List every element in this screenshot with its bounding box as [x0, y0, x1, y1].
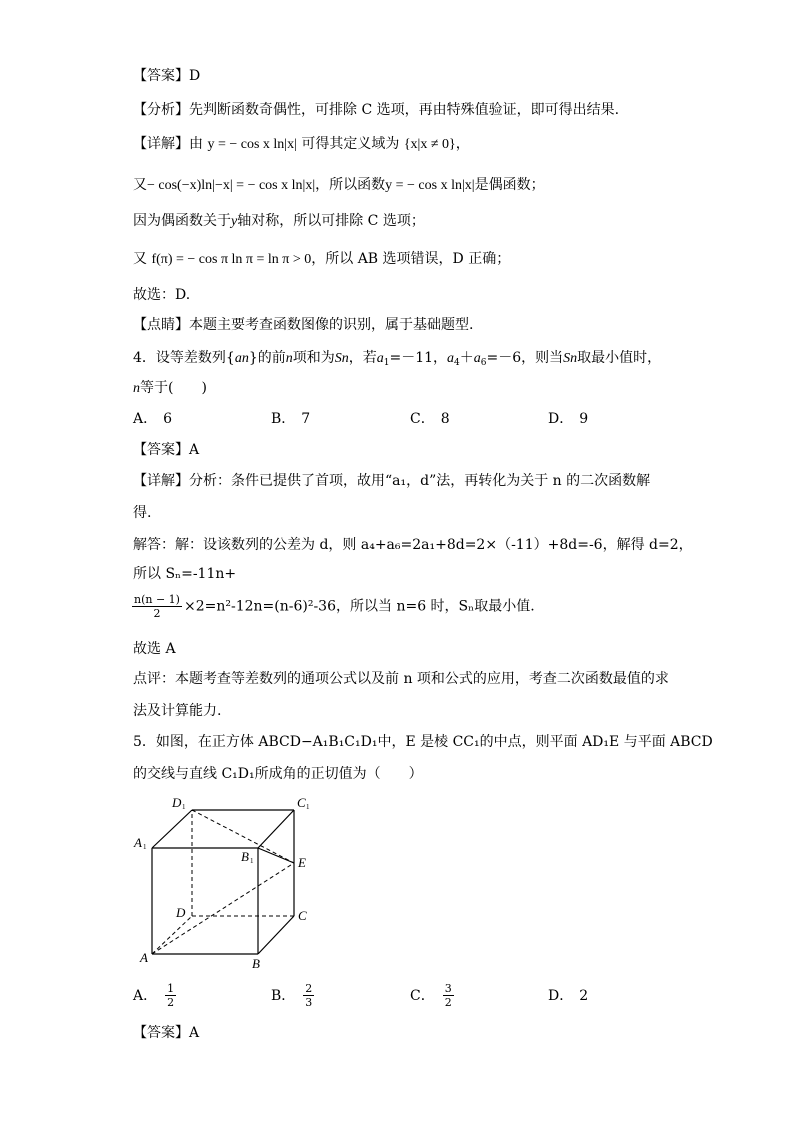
q4-solution-line-1	[133, 535, 693, 555]
q4-detail-text: 分析：条件已提供了首项，故用“a₁，d”法，再转化为关于 n 的二次函数解	[189, 473, 651, 489]
q5-option-a	[133, 982, 178, 1009]
option-label: C．	[410, 411, 435, 427]
q4-var: Sn	[334, 351, 349, 366]
q4-stem-text: 项和为	[292, 350, 335, 366]
fraction-numerator: n(n − 1)	[134, 593, 180, 606]
q3-choose-line	[133, 285, 190, 305]
q3-choose: 故选：D.	[133, 287, 191, 303]
detail-tag: 【详解】	[133, 136, 189, 152]
q3-even-check: − cos(−x)ln|−x| = − cos x ln|x|	[147, 178, 316, 193]
answer-tag: 【答案】	[133, 68, 189, 84]
q3-detail-line-3	[133, 211, 425, 232]
fraction-denominator: 2	[444, 996, 452, 1009]
q4-var: n	[133, 381, 140, 396]
edge-A1-D1	[152, 810, 192, 848]
q5-answer-value: A	[189, 1025, 200, 1041]
detail-tag: 【详解】	[133, 473, 189, 489]
q4-solution-line-3	[130, 593, 535, 620]
q4-stem-text: ＋	[459, 350, 474, 366]
q3-special-value: f(π) = − cos π ln π = ln π > 0	[151, 252, 312, 267]
q3-detail-line-2	[133, 175, 545, 196]
option-label: B．	[271, 987, 296, 1004]
edge-B-C	[258, 916, 294, 954]
q4-stem-text: =－11，	[389, 350, 448, 366]
hidden-segment-A-E	[152, 863, 294, 954]
label-D1-sub: 1	[182, 803, 186, 811]
q4-sub: 4	[454, 358, 460, 368]
q3-detail-text: 又	[133, 177, 147, 193]
option-value: 8	[440, 411, 450, 427]
q3-answer-line	[133, 66, 200, 86]
label-E: E	[298, 855, 306, 870]
q4-review-text: 法及计算能力.	[133, 703, 222, 719]
option-label: C．	[410, 987, 435, 1004]
answer-tag: 【答案】	[133, 442, 189, 458]
q4-fraction	[132, 593, 182, 620]
q4-option-a	[133, 409, 172, 429]
q4-option-b	[271, 409, 310, 429]
analysis-tag: 【分析】	[133, 102, 189, 118]
q3-answer-value: D	[189, 68, 201, 84]
q4-solution-line-2	[133, 564, 236, 584]
q5-stem-line-1	[133, 732, 713, 752]
q3-comment-text: 本题主要考查函数图像的识别，属于基础题型.	[189, 317, 474, 333]
label-C: C	[298, 908, 307, 923]
option-label: D．	[548, 411, 574, 427]
label-A1-sub: 1	[143, 843, 147, 851]
comment-tag: 【点睛】	[133, 317, 189, 333]
q4-review-line-2	[133, 701, 221, 721]
q4-sub: 1	[383, 358, 390, 368]
fraction-numerator: 2	[305, 982, 313, 995]
q4-stem-text: =－6，则当	[486, 350, 564, 366]
q4-stem-text: 取最小值时，	[577, 350, 662, 366]
answer-tag: 【答案】	[133, 1025, 189, 1041]
q3-detail-text: 可得其定义域为	[301, 136, 400, 152]
option-value: 9	[579, 411, 589, 427]
q3-detail-text: ，	[455, 136, 470, 152]
option-fraction	[443, 982, 454, 1009]
q4-var: a	[376, 351, 384, 366]
fraction-denominator: 2	[153, 607, 161, 620]
q4-stem-line-2	[133, 378, 207, 399]
q4-var: a	[447, 351, 455, 366]
q4-review-text: 点评：本题考查等差数列的通项公式以及前 n 项和公式的应用，考查二次函数最值的求	[133, 671, 669, 687]
label-C1-sub: 1	[306, 803, 310, 811]
hidden-edge-A-D	[152, 916, 192, 954]
q4-stem-text: 等于( )	[140, 380, 207, 396]
q3-detail-text: 轴对称，所以可排除 C 选项；	[237, 213, 425, 229]
q5-answer-line	[133, 1023, 199, 1043]
option-label: A．	[133, 411, 158, 427]
label-B: B	[252, 956, 260, 971]
q3-formula-y2: y = − cos x ln|x|	[385, 178, 475, 193]
fraction-numerator: 3	[444, 982, 452, 995]
q3-detail-text: 又	[133, 251, 147, 267]
q4-detail-line-1	[133, 471, 650, 491]
option-fraction	[303, 982, 314, 1009]
q4-option-d	[548, 409, 588, 429]
label-D1: D	[172, 795, 182, 810]
q4-stem-text: }的前	[248, 350, 286, 366]
q4-sub: 6	[480, 358, 487, 368]
q3-detail-line-1	[133, 134, 470, 155]
q3-comment-line	[133, 315, 473, 335]
q3-analysis-text: 先判断函数奇偶性，可排除 C 选项，再由特殊值验证，即可得出结果.	[189, 102, 620, 118]
label-D: D	[176, 905, 186, 920]
q4-answer-line	[133, 440, 199, 460]
edge-B1-C1	[258, 810, 294, 848]
q3-var-y: y	[231, 214, 238, 229]
option-label: B．	[271, 411, 296, 427]
q4-option-c	[410, 409, 450, 429]
q4-var: Sn	[563, 351, 578, 366]
fraction-numerator: 1	[167, 982, 175, 995]
q3-detail-text: ，所以函数	[315, 177, 386, 193]
q3-detail-line-4	[133, 249, 510, 270]
q4-solution-text: 解答：解：设该数列的公差为 d，则 a₄+a₆=2a₁+8d=2×（-11）+8d=-6，解得 d=2，	[133, 537, 693, 553]
q5-stem-text: 5．如图，在正方体 ABCD−A₁B₁C₁D₁中，E 是棱 CC₁的中点，则平面 AD₁E 与平面 ABCD	[133, 734, 713, 750]
q4-var: an	[234, 351, 249, 366]
option-value: 6	[163, 411, 173, 427]
label-B1-sub: 1	[250, 857, 254, 865]
label-A1: A	[134, 835, 142, 850]
q4-review-line-1	[133, 669, 669, 689]
q3-analysis-line	[133, 100, 619, 120]
cube-figure	[128, 790, 328, 975]
q5-option-d	[548, 986, 588, 1006]
q4-solution-text: ×2=n²-12n=(n-6)²-36，所以当 n=6 时，Sₙ取最小值.	[183, 598, 535, 615]
q4-var: n	[285, 351, 293, 366]
q4-choose-line	[133, 639, 176, 659]
label-B1: B	[241, 849, 249, 864]
q5-option-b	[271, 982, 316, 1009]
option-label: A．	[133, 987, 158, 1004]
q3-detail-text: 是偶函数；	[474, 177, 545, 193]
q3-detail-text: 由	[189, 136, 203, 152]
q4-detail-text: 得.	[133, 505, 152, 521]
fraction-denominator: 2	[167, 996, 175, 1009]
q3-formula-y: y = − cos x ln|x|	[207, 137, 297, 152]
q5-stem-text: 的交线与直线 C₁D₁所成角的正切值为（ ）	[133, 766, 423, 782]
option-fraction	[165, 982, 176, 1009]
option-value: 7	[301, 411, 311, 427]
q5-option-c	[410, 982, 456, 1009]
q4-stem-text: ，若	[348, 350, 377, 366]
q4-choose: 故选 A	[133, 641, 176, 657]
label-C1: C	[297, 795, 306, 810]
q4-answer-value: A	[189, 442, 200, 458]
option-value: 2	[579, 988, 589, 1004]
q4-stem-text: 4．设等差数列{	[133, 350, 235, 366]
q3-detail-text: 因为偶函数关于	[133, 213, 231, 229]
q3-detail-text: ，所以 AB 选项错误，D 正确；	[311, 251, 511, 267]
q4-detail-line-2	[133, 503, 151, 523]
label-A: A	[140, 950, 148, 965]
fraction-denominator: 3	[305, 996, 313, 1009]
q4-stem-line-1	[133, 348, 661, 373]
segment-B1-E	[258, 848, 294, 863]
q4-solution-text: 所以 Sₙ=-11n+	[133, 566, 237, 582]
q5-stem-line-2	[133, 764, 423, 784]
q3-domain-set: {x|x ≠ 0}	[403, 137, 456, 152]
q4-var: a	[473, 351, 481, 366]
option-label: D．	[548, 988, 574, 1004]
